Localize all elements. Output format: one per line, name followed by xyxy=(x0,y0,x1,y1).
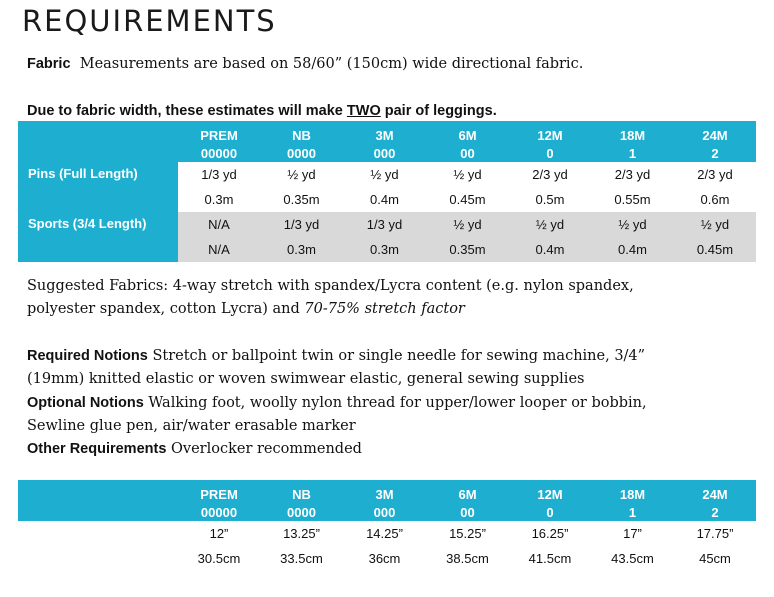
table-cell: 33.5cm xyxy=(260,546,343,571)
header-blank xyxy=(18,126,178,144)
size-code: 0000 xyxy=(260,503,343,521)
header-blank xyxy=(18,144,178,162)
table-cell: 15.25” xyxy=(426,521,509,546)
size-name: PREM xyxy=(178,126,260,144)
table-cell: 17” xyxy=(591,521,674,546)
optional-notions-line xyxy=(27,392,647,415)
width-note-emph: TWO xyxy=(346,103,381,119)
row-label: Pins (Full Length) xyxy=(18,162,178,212)
table-cell: ½ yd xyxy=(343,162,426,187)
stretch-factor: 70-75% stretch factor xyxy=(304,301,465,317)
table-cell: 2/3 yd xyxy=(509,162,591,187)
header-blank xyxy=(18,503,178,521)
size-name: 12M xyxy=(509,485,591,503)
table-cell: 16.25” xyxy=(509,521,591,546)
table-cell: 36cm xyxy=(343,546,426,571)
table-cell: 1/3 yd xyxy=(260,212,343,237)
size-code: 00000 xyxy=(178,503,260,521)
table-cell: 0.3m xyxy=(178,187,260,212)
elastic-header-sizes xyxy=(18,485,756,503)
table-cell: 13.25” xyxy=(260,521,343,546)
table-cell: ½ yd xyxy=(260,162,343,187)
table-cell: 0.4m xyxy=(591,237,674,262)
size-name: 3M xyxy=(343,485,426,503)
table-cell: ½ yd xyxy=(426,212,509,237)
optional-notions-line2: Sewline glue pen, air/water erasable marker xyxy=(27,418,356,434)
size-name: 12M xyxy=(509,126,591,144)
size-code: 00000 xyxy=(178,144,260,162)
size-name: 24M xyxy=(674,485,756,503)
required-notions-label: Required Notions xyxy=(27,348,148,364)
size-code: 0 xyxy=(509,503,591,521)
suggested-line2 xyxy=(27,298,465,321)
fabric-table xyxy=(18,126,756,262)
width-note xyxy=(27,100,497,123)
size-code: 1 xyxy=(591,503,674,521)
elastic-row-label xyxy=(18,521,178,571)
table-cell: 0.45m xyxy=(426,187,509,212)
other-requirements-label: Other Requirements xyxy=(27,441,167,457)
table-cell: 43.5cm xyxy=(591,546,674,571)
table-cell: 0.5m xyxy=(509,187,591,212)
table-cell: 30.5cm xyxy=(178,546,260,571)
width-note-after: pair of leggings. xyxy=(380,103,497,119)
table-cell: 1/3 yd xyxy=(178,162,260,187)
other-requirements-line xyxy=(27,438,362,461)
required-notions-line2: (19mm) knitted elastic or woven swimwear elastic, general sewing supplies xyxy=(27,371,585,387)
table-cell: 0.3m xyxy=(343,237,426,262)
table-cell: 1/3 yd xyxy=(343,212,426,237)
table-cell: N/A xyxy=(178,237,260,262)
fabric-header-codes xyxy=(18,144,756,162)
size-name: 3M xyxy=(343,126,426,144)
size-code: 0000 xyxy=(260,144,343,162)
table-cell: 0.35m xyxy=(426,237,509,262)
fabric-line xyxy=(27,53,583,76)
size-code: 000 xyxy=(343,503,426,521)
size-code: 2 xyxy=(674,503,756,521)
size-name: PREM xyxy=(178,485,260,503)
suggested-line2-text: polyester spandex, cotton Lycra) and xyxy=(27,301,305,317)
table-cell: ½ yd xyxy=(591,212,674,237)
fabric-header-sizes xyxy=(18,126,756,144)
table-cell: ½ yd xyxy=(509,212,591,237)
table-cell: ½ yd xyxy=(674,212,756,237)
size-name: NB xyxy=(260,126,343,144)
suggested-line1: Suggested Fabrics: 4-way stretch with spandex/Lycra content (e.g. nylon spandex, xyxy=(27,278,634,294)
table-cell: 41.5cm xyxy=(509,546,591,571)
table-row xyxy=(18,212,756,237)
table-cell: N/A xyxy=(178,212,260,237)
table-cell: 38.5cm xyxy=(426,546,509,571)
size-name: 24M xyxy=(674,126,756,144)
table-cell: 0.55m xyxy=(591,187,674,212)
table-cell: 0.45m xyxy=(674,237,756,262)
size-code: 000 xyxy=(343,144,426,162)
fabric-label: Fabric xyxy=(27,56,71,72)
table-cell: 14.25” xyxy=(343,521,426,546)
elastic-header-codes xyxy=(18,503,756,521)
size-name: 6M xyxy=(426,126,509,144)
size-code: 00 xyxy=(426,144,509,162)
table-cell: 12” xyxy=(178,521,260,546)
table-row xyxy=(18,162,756,187)
size-name: 18M xyxy=(591,485,674,503)
elastic-sublabel: 3/4” (19mm) knitted or woven swimwear xyxy=(28,539,147,568)
width-note-before: Due to fabric width, these estimates will make xyxy=(27,103,347,119)
table-cell: 0.4m xyxy=(343,187,426,212)
size-code: 1 xyxy=(591,144,674,162)
table-cell: 0.6m xyxy=(674,187,756,212)
row-label: Sports (3/4 Length) xyxy=(18,212,178,262)
size-name: 6M xyxy=(426,485,509,503)
required-notions-line xyxy=(27,345,645,368)
size-name: NB xyxy=(260,485,343,503)
table-cell: 45cm xyxy=(674,546,756,571)
header-blank xyxy=(18,485,178,503)
size-name: 18M xyxy=(591,126,674,144)
other-requirements-text: Overlocker recommended xyxy=(166,441,362,457)
table-cell: 0.35m xyxy=(260,187,343,212)
table-cell: 0.4m xyxy=(509,237,591,262)
table-cell: 2/3 yd xyxy=(591,162,674,187)
fabric-text: Measurements are based on 58/60” (150cm) wide directional fabric. xyxy=(79,56,584,72)
table-cell: 17.75” xyxy=(674,521,756,546)
size-code: 2 xyxy=(674,144,756,162)
table-cell: 2/3 yd xyxy=(674,162,756,187)
size-code: 00 xyxy=(426,503,509,521)
optional-notions-text: Walking foot, woolly nylon thread for upper/lower looper or bobbin, xyxy=(143,395,647,411)
table-cell: ½ yd xyxy=(426,162,509,187)
elastic-table xyxy=(18,485,756,571)
required-notions-text: Stretch or ballpoint twin or single needle for sewing machine, 3/4” xyxy=(147,348,646,364)
optional-notions-label: Optional Notions xyxy=(27,395,144,411)
table-row xyxy=(18,521,756,546)
page-title: REQUIREMENTS xyxy=(22,4,277,38)
table-cell: 0.3m xyxy=(260,237,343,262)
size-code: 0 xyxy=(509,144,591,162)
elastic-label: Elastic xyxy=(28,524,70,539)
